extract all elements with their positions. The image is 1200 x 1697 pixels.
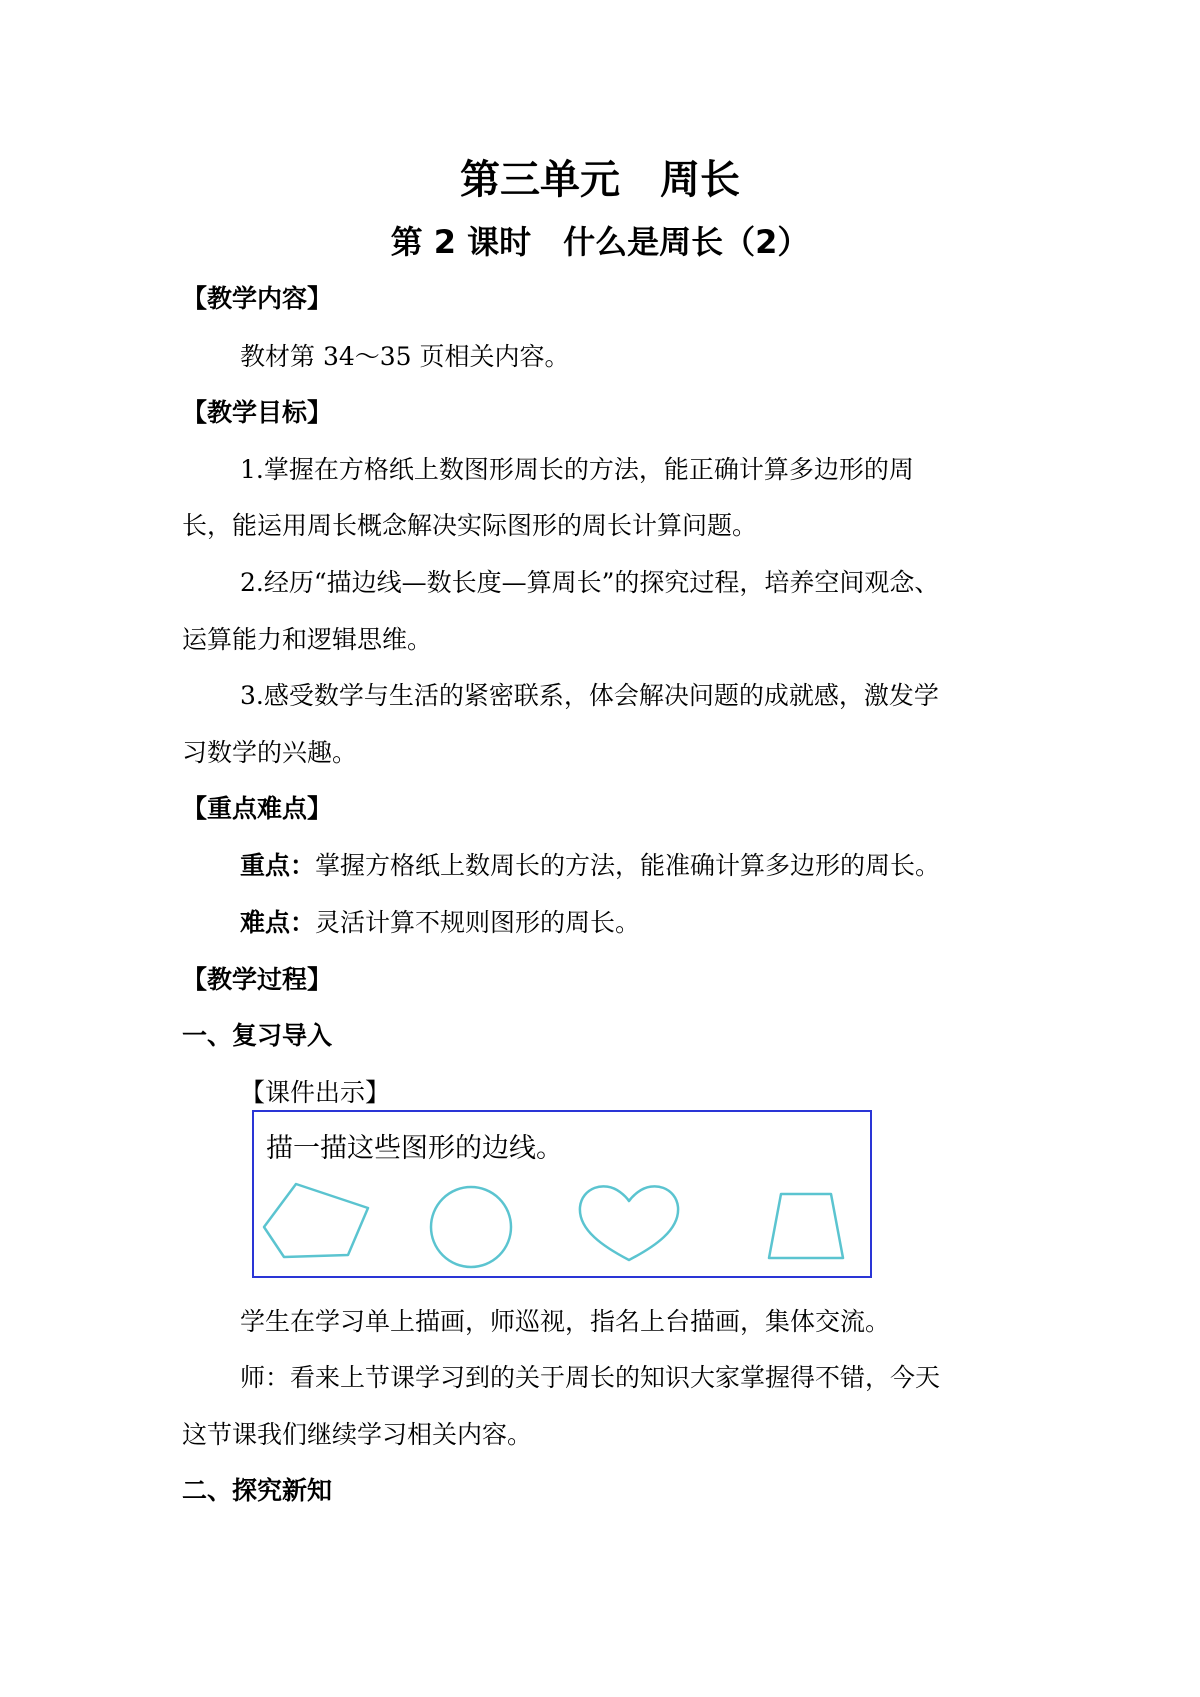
heart-shape xyxy=(580,1186,678,1260)
pentagon-shape xyxy=(264,1184,368,1257)
part-2-heading: 二、探究新知 xyxy=(182,1476,333,1505)
teaching-content-text: 教材第 34～35 页相关内容。 xyxy=(240,342,570,371)
key-points-heading: 【重点难点】 xyxy=(182,794,333,823)
after-figure-text: 学生在学习单上描画，师巡视，指名上台描画，集体交流。 xyxy=(240,1307,891,1336)
difficulty-line xyxy=(240,903,640,939)
teaching-content-heading: 【教学内容】 xyxy=(182,284,333,313)
goal-3-line-2: 习数学的兴趣。 xyxy=(182,738,358,767)
key-point-text: 掌握方格纸上数周长的方法，能准确计算多边形的周长。 xyxy=(315,851,941,880)
difficulty-label: 难点： xyxy=(240,908,316,937)
trapezoid-shape xyxy=(769,1194,843,1258)
teacher-line-1: 师：看来上节课学习到的关于周长的知识大家掌握得不错，今天 xyxy=(240,1363,941,1392)
courseware-figure xyxy=(252,1110,872,1278)
shapes-drawing xyxy=(254,1112,874,1280)
key-point-line xyxy=(240,846,940,882)
key-point-label: 重点： xyxy=(240,851,316,880)
goal-1-line-1: 1.掌握在方格纸上数图形周长的方法，能正确计算多边形的周 xyxy=(240,455,914,484)
figure-prompt: 描一描这些图形的边线。 xyxy=(266,1133,563,1164)
lesson-subtitle: 第 2 课时 什么是周长（2） xyxy=(390,223,810,261)
goal-2-line-2: 运算能力和逻辑思维。 xyxy=(182,625,433,654)
goal-1-line-2: 长，能运用周长概念解决实际图形的周长计算问题。 xyxy=(182,511,758,540)
teaching-process-heading: 【教学过程】 xyxy=(182,965,333,994)
teacher-line-2: 这节课我们继续学习相关内容。 xyxy=(182,1420,533,1449)
circle-shape xyxy=(431,1187,511,1267)
difficulty-text: 灵活计算不规则图形的周长。 xyxy=(315,908,641,937)
teaching-goals-heading: 【教学目标】 xyxy=(182,398,333,427)
part-1-heading: 一、复习导入 xyxy=(182,1021,333,1050)
page-title: 第三单元 周长 xyxy=(460,157,740,203)
goal-2-line-1: 2.经历“描边线—数长度—算周长”的探究过程，培养空间观念、 xyxy=(240,568,940,597)
goal-3-line-1: 3.感受数学与生活的紧密联系，体会解决问题的成就感，激发学 xyxy=(240,681,939,710)
courseware-label: 【课件出示】 xyxy=(240,1078,391,1107)
